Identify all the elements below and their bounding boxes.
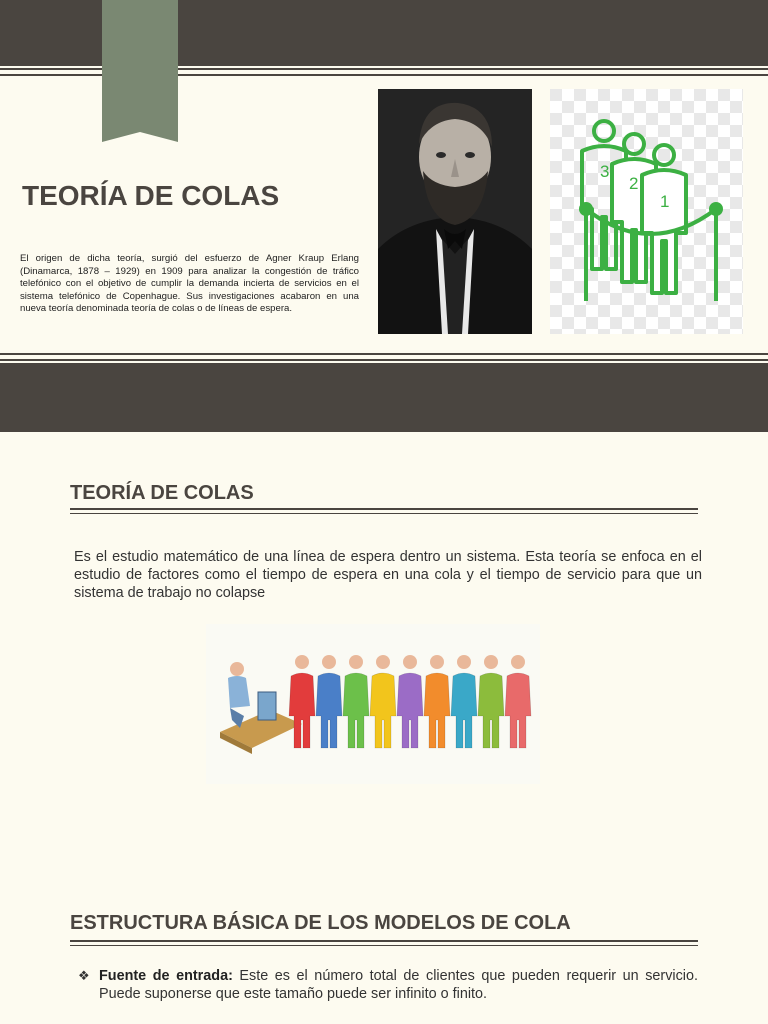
erlang-portrait [378,89,532,334]
section-rule [70,508,698,514]
bullet-term: Fuente de entrada: [99,968,233,984]
definition-paragraph: Es el estudio matemático de una línea de espera dentro un sistema. Esta teoría se enfoca en el estudio de factores como el tiempo de espera en una cola y el tiempo de servicio para que un sistema de trabajo no colapse [74,549,702,601]
queue-number-2: 2 [629,174,639,193]
structure-list [78,967,698,1009]
people-queue-illustration [206,624,540,784]
separator-band [0,363,768,432]
queue-number-3: 3 [600,162,610,181]
slide-bottom-divider [0,353,768,361]
slide-intro-text: El origen de dicha teoría, surgió del esfuerzo de Agner Kraup Erlang (Dinamarca, 1878 – 1929) en 1909 para analizar la congestión de tráfico telefónico con el objetivo de cumplir la demanda incierta de servicios en el sistema telefónico de Copenhague. Sus investigaciones acabaron en una nueva teoría denominada teoría de colas o de líneas de espera. [20,253,359,314]
section-rule [70,940,698,946]
section-title-estructura: ESTRUCTURA BÁSICA DE LOS MODELOS DE COLA [70,912,571,934]
diamond-bullet-icon: ❖ [78,968,90,983]
list-item [78,967,698,1003]
bookmark-ribbon [102,0,178,142]
section-title-teoria: TEORÍA DE COLAS [70,482,254,504]
bullet-text: Este es el número total de clientes que pueden requerir un servicio. Puede suponerse que este tamaño puede ser infinito o finito. [99,968,698,1002]
slide-title: TEORÍA DE COLAS [22,180,280,211]
queue-icon [550,89,743,334]
queue-number-1: 1 [660,192,670,211]
